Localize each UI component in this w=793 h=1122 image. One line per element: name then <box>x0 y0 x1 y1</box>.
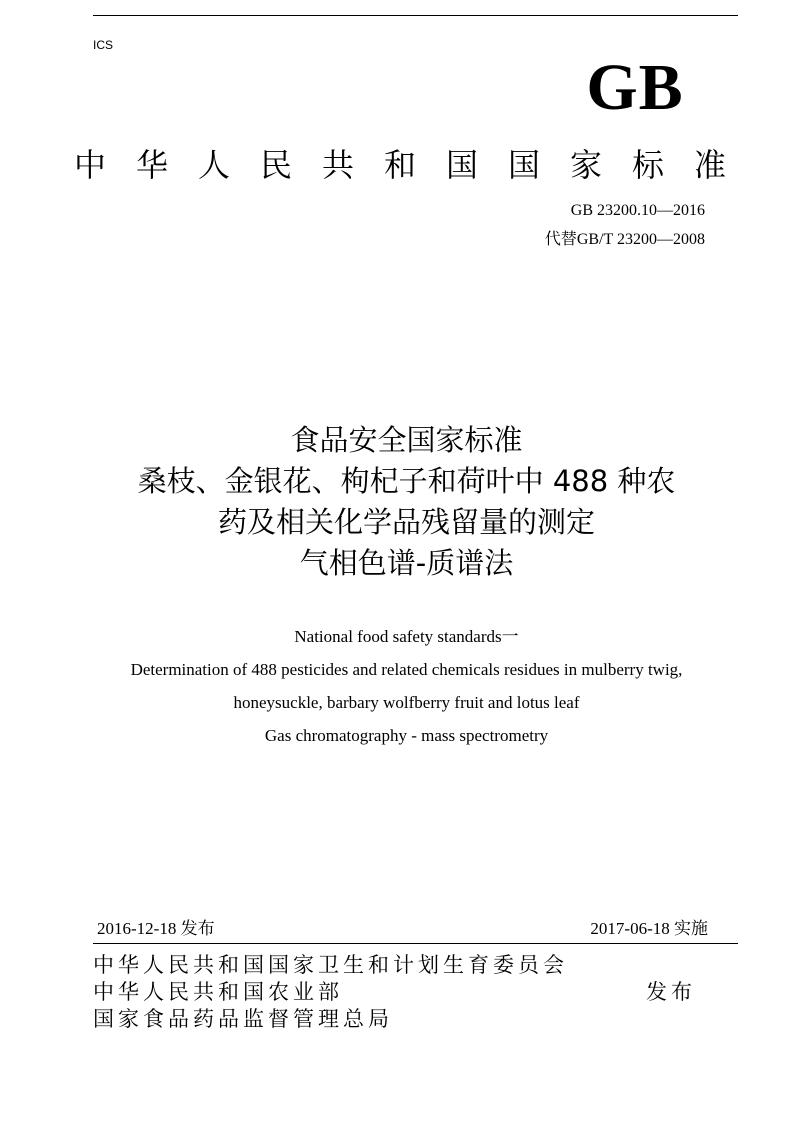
implementation-date: 2017-06-18 实施 <box>590 919 708 938</box>
english-title-line: Determination of 488 pesticides and related chemicals residues in mulberry twig, <box>130 660 683 679</box>
standard-number: GB 23200.10—2016 <box>570 202 705 219</box>
chinese-title-line: 药及相关化学品残留量的测定 <box>217 505 595 539</box>
issuer: 中华人民共和国农业部 <box>93 980 343 1004</box>
english-title-line: National food safety standards一 <box>294 627 519 646</box>
english-title-line: honeysuckle, barbary wolfberry fruit and lotus leaf <box>233 693 580 712</box>
national-standard-heading: 中华人民共和国国家标准 <box>73 146 756 184</box>
chinese-title-line: 食品安全国家标准 <box>290 423 523 457</box>
gb-logo: GB <box>586 51 684 124</box>
issuer: 中华人民共和国国家卫生和计划生育委员会 <box>93 953 568 977</box>
english-title <box>60 620 753 752</box>
top-rule <box>93 15 738 16</box>
bottom-rule <box>93 943 738 944</box>
issue-date: 2016-12-18 发布 <box>97 919 215 938</box>
publish-label: 发布 <box>646 980 696 1004</box>
chinese-title <box>60 420 753 584</box>
chinese-title-line: 桑枝、金银花、枸杞子和荷叶中 488 种农 <box>137 464 676 498</box>
english-title-line: Gas chromatography - mass spectrometry <box>264 726 549 745</box>
issuer: 国家食品药品监督管理总局 <box>93 1007 393 1031</box>
replaces-standard: 代替GB/T 23200—2008 <box>544 231 705 248</box>
issuing-authorities <box>93 952 568 1033</box>
chinese-title-line: 气相色谱-质谱法 <box>299 546 514 580</box>
ics-label: ICS <box>93 38 114 52</box>
